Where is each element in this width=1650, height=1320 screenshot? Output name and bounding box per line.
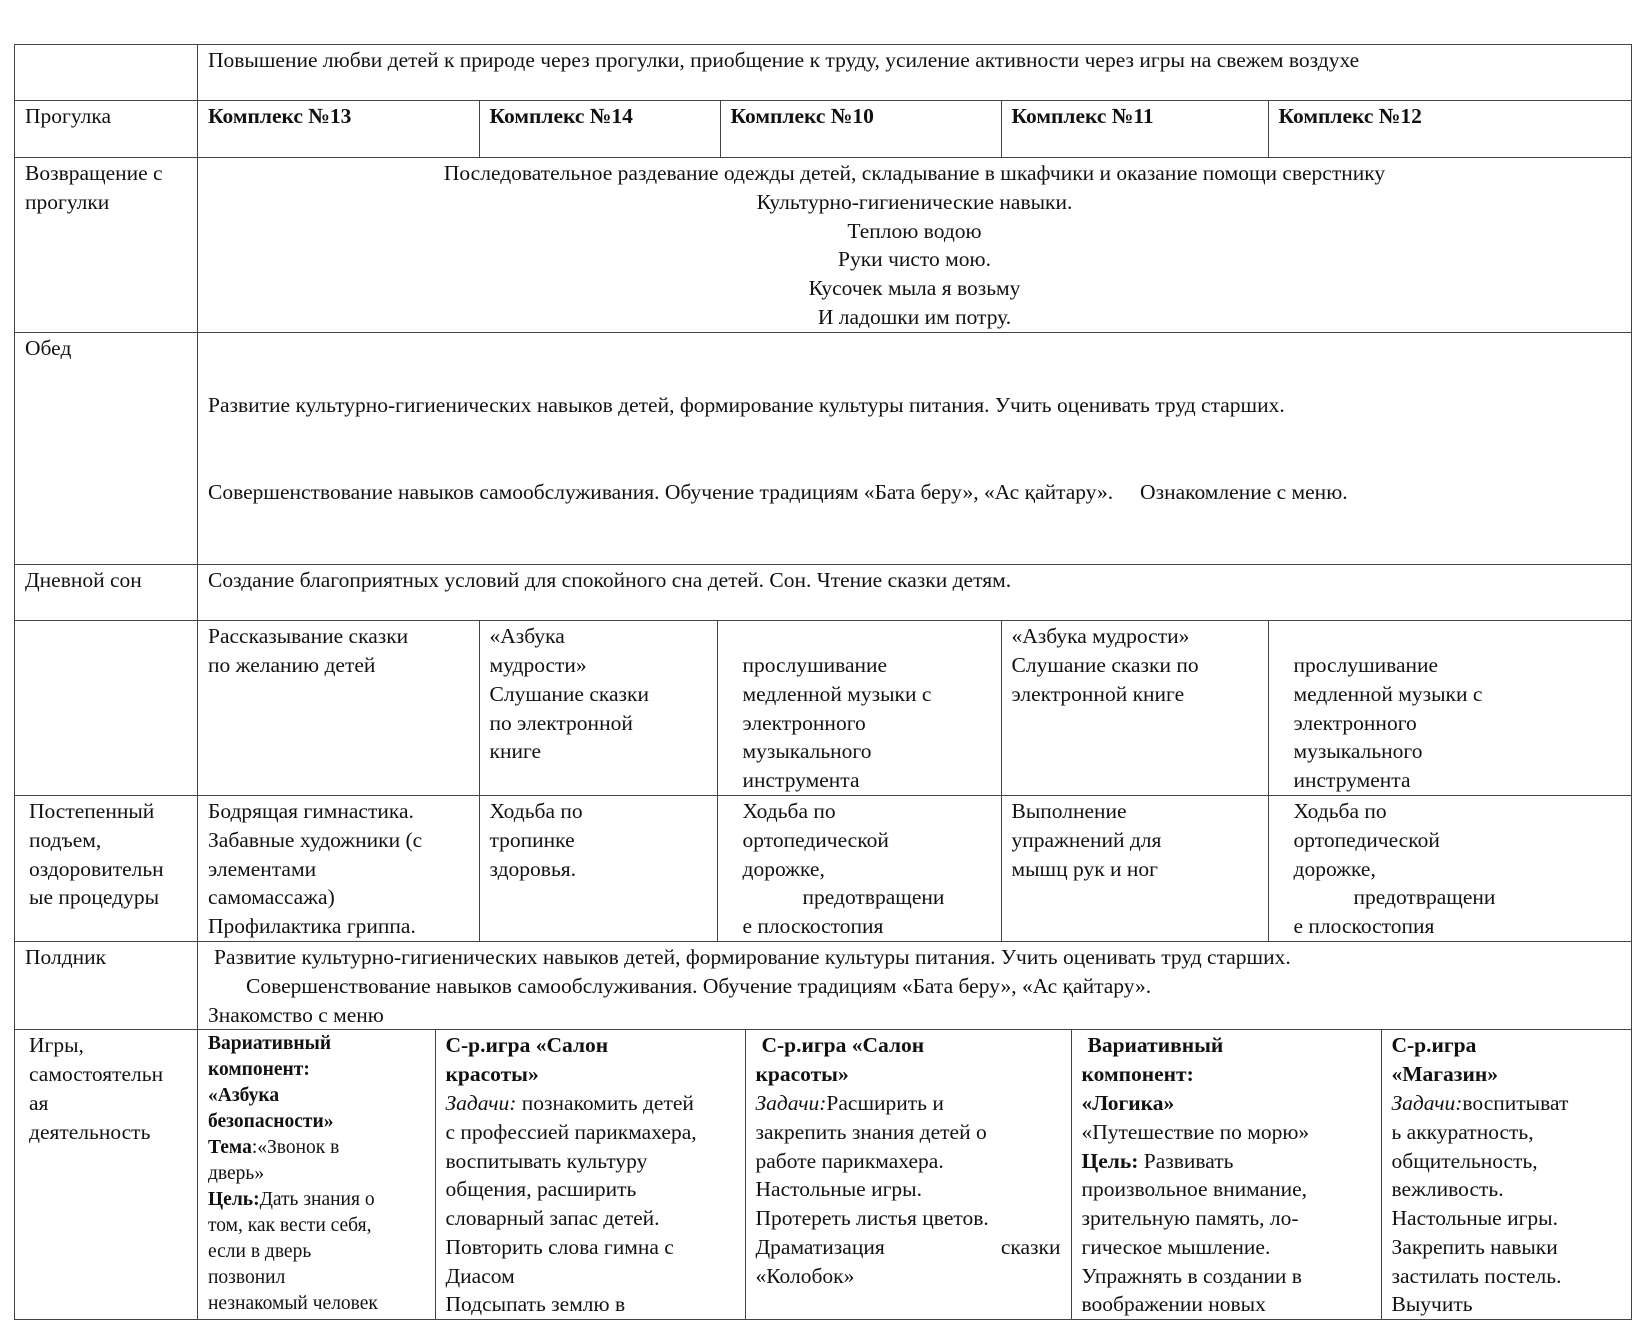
story-cells <box>198 621 1632 796</box>
wakeup-cell-5: Ходьба по ортопедической дорожке, предотвращени е плоскостопия <box>1268 796 1631 941</box>
story-cell-1: Рассказывание сказки по желанию детей <box>198 621 479 795</box>
return-text: Последовательное раздевание одежды детей, складывание в шкафчики и оказание помощи сверстнику Культурно-гигиенические навыки. Теплою водою Руки чисто мою. Кусочек мыла я возьму И ладошки им потру. <box>198 158 1632 333</box>
row-label-walk: Прогулка <box>15 101 198 158</box>
row-label-games: Игры, самостоятельн ая деятельность <box>15 1030 198 1320</box>
wakeup-cell-2: Ходьба по тропинке здоровья. <box>479 796 717 941</box>
sleep-text: Создание благоприятных условий для спокойного сна детей. Сон. Чтение сказки детям. <box>198 565 1632 621</box>
games-cell-3: С-р.игра «Салон красоты» Задачи:Расширить и закрепить знания детей о работе парикмахера. Настольные игры. Протереть листья цветов. Драматизация сказки «Колобок» <box>745 1030 1071 1319</box>
row-label-snack: Полдник <box>15 941 198 1029</box>
row-label-empty <box>15 621 198 796</box>
games-cells <box>198 1030 1632 1320</box>
wakeup-cell-3: Ходьба по ортопедической дорожке, предотвращени е плоскостопия <box>717 796 1001 941</box>
table-row <box>15 565 1632 621</box>
complex-11: Комплекс №11 <box>1001 101 1268 157</box>
table-row <box>15 158 1632 333</box>
row-label-return: Возвращение с прогулки <box>15 158 198 333</box>
complex-13: Комплекс №13 <box>198 101 479 157</box>
table-row <box>15 332 1632 564</box>
games-cell-4: Вариативный компонент: «Логика» «Путешествие по морю» Цель: Развивать произвольное внимание, зрительную память, ло- гическое мышление. Упражнять в создании в воображении новых <box>1071 1030 1381 1319</box>
wakeup-cells <box>198 795 1632 941</box>
table-row <box>15 1030 1632 1320</box>
intro-text: Повышение любви детей к природе через прогулки, приобщение к труду, усиление активности через игры на свежем воздухе <box>198 45 1632 101</box>
lunch-text: Развитие культурно-гигиенических навыков детей, формирование культуры питания. Учить оценивать труд старших. Совершенствование навыков самообслуживания. Обучение традициям «Бата беру», «Ас қайтару». Ознакомление с меню. <box>198 332 1632 564</box>
games-cell-5: С-р.игра «Магазин» Задачи:воспитыват ь аккуратность, общительность, вежливость. Настольные игры. Закрепить навыки застилать постель. Выучить <box>1381 1030 1631 1319</box>
story-cell-5: прослушивание медленной музыки с электронного музыкального инструмента <box>1268 621 1631 795</box>
wakeup-cell-4: Выполнение упражнений для мышц рук и ног <box>1001 796 1268 941</box>
row-label-empty <box>15 45 198 101</box>
row-label-wakeup: Постепенный подъем, оздоровительн ые процедуры <box>15 795 198 941</box>
row-label-sleep: Дневной сон <box>15 565 198 621</box>
story-cell-4: «Азбука мудрости» Слушание сказки по электронной книге <box>1001 621 1268 795</box>
complex-14: Комплекс №14 <box>479 101 720 157</box>
row-label-lunch: Обед <box>15 332 198 564</box>
games-cell-1: Вариативный компонент: «Азбука безопасности» Тема:«Звонок в дверь» Цель:Дать знания о том, как вести себя, если в дверь позвонил незнакомый человек <box>198 1030 435 1319</box>
complex-12: Комплекс №12 <box>1268 101 1631 157</box>
story-cell-2: «Азбука мудрости» Слушание сказки по электронной книге <box>479 621 717 795</box>
table-row <box>15 45 1632 101</box>
table-row <box>15 621 1632 796</box>
table-row <box>15 941 1632 1029</box>
table-row <box>15 795 1632 941</box>
complex-cells <box>198 101 1632 158</box>
schedule-table <box>14 44 1632 1320</box>
games-cell-2: С-р.игра «Салон красоты» Задачи: познакомить детей с профессией парикмахера, воспитывать культуру общения, расширить словарный запас детей. Повторить слова гимна с Диасом Подсыпать землю в <box>435 1030 745 1319</box>
story-cell-3: прослушивание медленной музыки с электронного музыкального инструмента <box>717 621 1001 795</box>
table-row <box>15 101 1632 158</box>
schedule-table-wrapper <box>14 44 1631 1320</box>
wakeup-cell-1: Бодрящая гимнастика. Забавные художники (с элементами самомассажа) Профилактика гриппа. <box>198 796 479 941</box>
complex-10: Комплекс №10 <box>720 101 1001 157</box>
snack-text: Развитие культурно-гигиенических навыков детей, формирование культуры питания. Учить оценивать труд старших. Совершенствование навыков самообслуживания. Обучение традициям «Бата беру», «Ас қайтару». Знакомство с меню <box>198 941 1632 1029</box>
